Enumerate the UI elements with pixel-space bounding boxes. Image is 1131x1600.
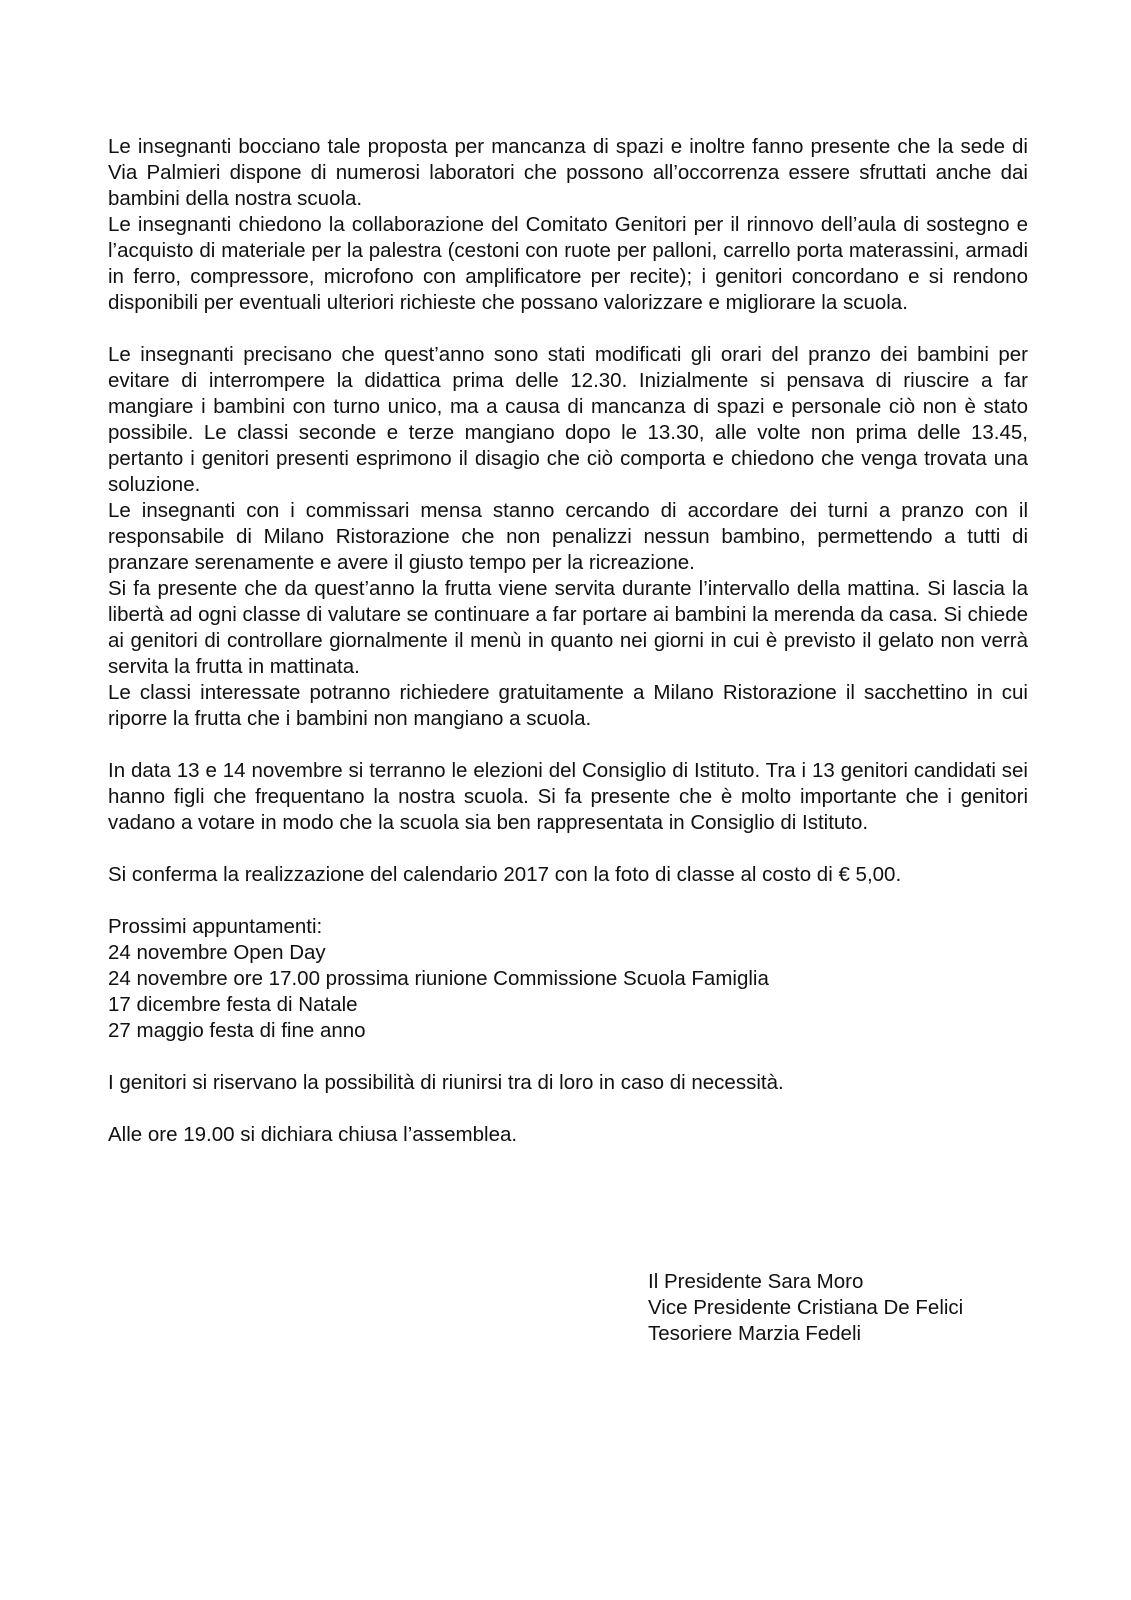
paragraph-fruit-bag: Le classi interessate potranno richiedere gratuitamente a Milano Ristorazione il sacchettino in cui riporre la frutta che i bambini non mangiano a scuola. <box>108 681 1028 730</box>
paragraph-elections: In data 13 e 14 novembre si terranno le elezioni del Consiglio di Istituto. Tra i 13 genitori candidati sei hanno figli che frequentano la nostra scuola. Si fa presente che è molto importante che i genitori vadano a votare in modo che la scuola sia ben rappresentata in Consiglio di Istituto. <box>108 759 1028 834</box>
signature-block <box>648 1269 963 1347</box>
appointment-item: 24 novembre ore 17.00 prossima riunione Commissione Scuola Famiglia <box>108 967 769 990</box>
paragraph-gap <box>108 732 1028 758</box>
appointments-heading: Prossimi appuntamenti: <box>108 915 323 938</box>
paragraph-proposal-rejected: Le insegnanti bocciano tale proposta per mancanza di spazi e inoltre fanno presente che la sede di Via Palmieri dispone di numerosi laboratori che possono all’occorrenza essere sfruttati anche dai bambini della nostra scuola. <box>108 135 1028 210</box>
appointment-item: 24 novembre Open Day <box>108 941 326 964</box>
signature-president: Il Presidente Sara Moro <box>648 1270 864 1293</box>
signature-vice-president: Vice Presidente Cristiana De Felici <box>648 1296 964 1319</box>
appointment-item: 27 maggio festa di fine anno <box>108 1019 366 1042</box>
paragraph-gap <box>108 316 1028 342</box>
paragraph-calendar: Si conferma la realizzazione del calendario 2017 con la foto di classe al costo di € 5,00. <box>108 863 902 886</box>
paragraph-lunch-times: Le insegnanti precisano che quest’anno sono stati modificati gli orari del pranzo dei bambini per evitare di interrompere la didattica prima delle 12.30. Inizialmente si pensava di riuscire a far mangiare i bambini con turno unico, ma a causa di mancanza di spazi e personale ciò non è stato possibile. Le classi seconde e terze mangiano dopo le 13.30, alle volte non prima delle 13.45, pertanto i genitori presenti esprimono il disagio che ciò comporta e chiedono che venga trovata una soluzione. <box>108 343 1028 496</box>
paragraph-reserve: I genitori si riservano la possibilità di riunirsi tra di loro in caso di necessità. <box>108 1071 784 1094</box>
document-body <box>108 134 1028 1148</box>
paragraph-gap <box>108 1044 1028 1070</box>
paragraph-fruit-service: Si fa presente che da quest’anno la frutta viene servita durante l’intervallo della mattina. Si lascia la libertà ad ogni classe di valutare se continuare a far portare ai bambini la merenda da casa. Si chiede ai genitori di controllare giornalmente il menù in quanto nei giorni in cui è previsto il gelato non verrà servita la frutta in mattinata. <box>108 577 1028 678</box>
paragraph-gap <box>108 1096 1028 1122</box>
appointment-item: 17 dicembre festa di Natale <box>108 993 358 1016</box>
paragraph-lunch-turns: Le insegnanti con i commissari mensa stanno cercando di accordare dei turni a pranzo con il responsabile di Milano Ristorazione che non penalizzi nessun bambino, permettendo a tutti di pranzare serenamente e avere il giusto tempo per la ricreazione. <box>108 499 1028 574</box>
signature-treasurer: Tesoriere Marzia Fedeli <box>648 1322 862 1345</box>
paragraph-collaboration-request: Le insegnanti chiedono la collaborazione del Comitato Genitori per il rinnovo dell’aula di sostegno e l’acquisto di materiale per la palestra (cestoni con ruote per palloni, carrello porta materassini, armadi in ferro, compressore, microfono con amplificatore per recite); i genitori concordano e si rendono disponibili per eventuali ulteriori richieste che possano valorizzare e migliorare la scuola. <box>108 213 1028 314</box>
paragraph-gap <box>108 888 1028 914</box>
paragraph-closing: Alle ore 19.00 si dichiara chiusa l’assemblea. <box>108 1123 518 1146</box>
paragraph-gap <box>108 836 1028 862</box>
